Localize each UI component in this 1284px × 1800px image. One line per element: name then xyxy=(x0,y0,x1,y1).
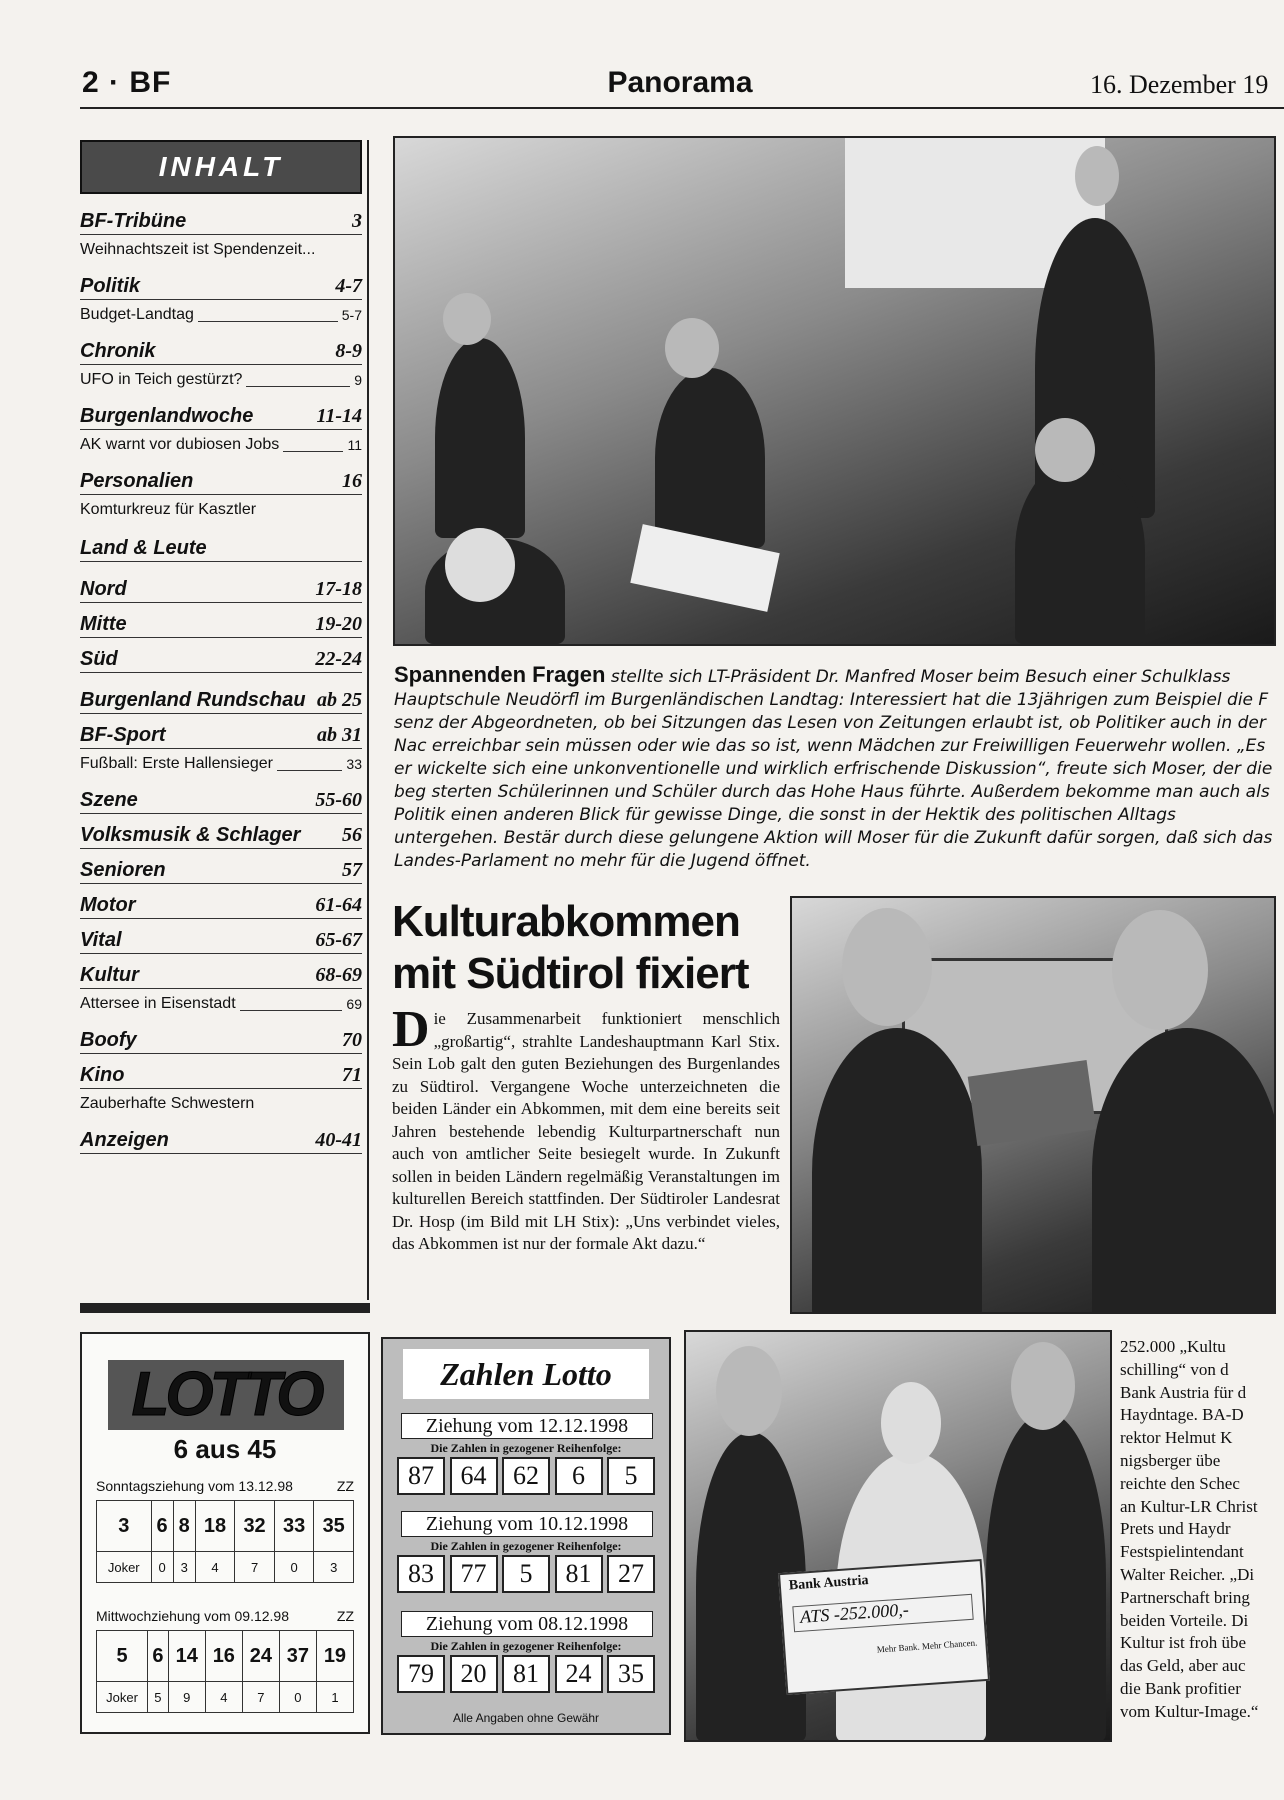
leader-line xyxy=(246,386,350,387)
toc-entry-heading xyxy=(80,208,362,235)
toc-entry-heading xyxy=(80,687,362,714)
toc-entry xyxy=(80,1062,362,1119)
zahlenlotto-numbers xyxy=(397,1655,655,1693)
sponsor-line: rektor Helmut K xyxy=(1120,1428,1233,1448)
toc-entry-pages: 22-24 xyxy=(315,648,362,670)
toc-subentry xyxy=(80,365,362,395)
sponsor-line: an Kultur-LR Christ xyxy=(1120,1496,1258,1516)
joker-digit: 3 xyxy=(173,1552,195,1583)
zahlenlotto-box xyxy=(381,1337,671,1735)
toc-entry-heading xyxy=(80,611,362,638)
toc-entry-heading xyxy=(80,857,362,884)
lotto-number: 33 xyxy=(274,1501,314,1552)
joker-digit: 4 xyxy=(205,1682,242,1713)
zahlenlotto-number: 79 xyxy=(397,1655,445,1693)
zahlenlotto-draw-date: Ziehung vom 12.12.1998 xyxy=(401,1413,653,1439)
zahlenlotto-number: 83 xyxy=(397,1555,445,1593)
toc-entry xyxy=(80,1127,362,1154)
toc-entry-title: Volksmusik & Schlager xyxy=(80,824,301,846)
toc-entry-title: Szene xyxy=(80,789,138,811)
joker-digit: 0 xyxy=(151,1552,173,1583)
toc-entry xyxy=(80,273,362,330)
header-rule xyxy=(80,107,1284,109)
order-label: Die Zahlen in gezogener Reihenfolge: xyxy=(430,1639,622,1653)
sponsor-line: vom Kultur-Image.“ xyxy=(1120,1701,1259,1721)
zahlenlotto-number: 87 xyxy=(397,1457,445,1495)
lotto-number: 6 xyxy=(151,1501,173,1552)
zahlenlotto-number: 35 xyxy=(607,1655,655,1693)
joker-digit: 3 xyxy=(314,1552,354,1583)
toc-entry xyxy=(80,208,362,265)
toc-entry-pages: 57 xyxy=(342,859,362,881)
lotto-box xyxy=(80,1332,370,1734)
toc-subentry-title: Zauberhafte Schwestern xyxy=(80,1095,255,1112)
toc-list xyxy=(80,208,362,1154)
toc-entry-title: Motor xyxy=(80,894,136,916)
toc-entry-heading xyxy=(80,1027,362,1054)
lotto-subtitle: 6 aus 45 xyxy=(173,1434,277,1464)
toc-subentry xyxy=(80,989,362,1019)
toc-entry-heading xyxy=(80,927,362,954)
leader-line xyxy=(283,451,343,452)
toc-entry-title: Kino xyxy=(80,1064,125,1086)
toc-entry-title: Land & Leute xyxy=(80,537,207,559)
toc-entry-title: BF-Tribüne xyxy=(80,210,187,232)
toc-subentry-page: 11 xyxy=(347,437,362,453)
lotto-number: 18 xyxy=(195,1501,235,1552)
lotto-number: 32 xyxy=(235,1501,275,1552)
toc-entry-pages: 71 xyxy=(342,1064,362,1086)
joker-digit: 0 xyxy=(274,1552,314,1583)
sponsor-line: beiden Vorteile. Di xyxy=(1120,1610,1249,1630)
toc-subentry xyxy=(80,430,362,460)
toc-entry xyxy=(80,962,362,1019)
toc-entry xyxy=(80,646,362,673)
toc-entry-title: Mitte xyxy=(80,613,127,635)
check-slogan: Mehr Bank. Mehr Chancen. xyxy=(876,1637,978,1655)
toc-entry-heading xyxy=(80,892,362,919)
toc-entry-title: Politik xyxy=(80,275,141,297)
toc-entry xyxy=(80,338,362,395)
order-label: Die Zahlen in gezogener Reihenfolge: xyxy=(430,1441,622,1455)
sponsor-line: Festspielintendant xyxy=(1120,1542,1244,1562)
toc-subentry-page: 33 xyxy=(346,756,362,772)
zahlenlotto-numbers xyxy=(397,1555,655,1593)
joker-digit: 7 xyxy=(242,1682,279,1713)
toc-entry-pages: 4-7 xyxy=(335,275,362,297)
toc-subentry-title: Budget-Landtag xyxy=(80,306,194,323)
order-label: Die Zahlen in gezogener Reihenfolge: xyxy=(430,1539,622,1553)
toc-subentry xyxy=(80,1089,362,1119)
leader-line xyxy=(240,1010,343,1011)
toc-entry-title: Chronik xyxy=(80,340,156,362)
toc-entry-heading xyxy=(80,1062,362,1089)
toc-entry xyxy=(80,576,362,603)
table-of-contents xyxy=(80,140,362,1154)
toc-entry-pages: 40-41 xyxy=(315,1129,362,1151)
toc-entry xyxy=(80,822,362,849)
joker-digit: 7 xyxy=(235,1552,275,1583)
sponsor-line: das Geld, aber auc xyxy=(1120,1656,1246,1676)
joker-digit: 9 xyxy=(168,1682,205,1713)
handshake-photo xyxy=(790,896,1276,1314)
sponsor-article xyxy=(1120,1336,1284,1724)
joker-label: Joker xyxy=(97,1552,152,1583)
zahlenlotto-logo: Zahlen Lotto xyxy=(403,1349,649,1399)
check-bank-name: Bank Austria xyxy=(788,1572,869,1594)
toc-subentry xyxy=(80,749,362,779)
zz-label: ZZ xyxy=(336,1608,354,1624)
toc-subentry xyxy=(80,495,362,525)
lotto-zusatzzahl: 35 xyxy=(314,1501,354,1552)
disclaimer: Alle Angaben ohne Gewähr xyxy=(452,1711,600,1725)
lotto-logo: LOTTO xyxy=(108,1360,344,1430)
toc-entry-heading xyxy=(80,576,362,603)
zahlenlotto-number: 64 xyxy=(450,1457,498,1495)
toc-entry-title: Burgenlandwoche xyxy=(80,405,254,427)
toc-entry-pages: 68-69 xyxy=(315,964,362,986)
toc-entry-pages: 8-9 xyxy=(335,340,362,362)
toc-entry-heading xyxy=(80,468,362,495)
toc-entry-heading xyxy=(80,962,362,989)
toc-entry xyxy=(80,611,362,638)
zahlenlotto-number: 81 xyxy=(502,1655,550,1693)
toc-subentry-title: Komturkreuz für Kasztler xyxy=(80,501,257,518)
joker-digit: 4 xyxy=(195,1552,235,1583)
toc-entry-title: Kultur xyxy=(80,964,139,986)
column-divider xyxy=(367,140,369,1300)
photo-caption xyxy=(394,662,1279,873)
joker-digit: 5 xyxy=(148,1682,169,1713)
toc-entry-title: Anzeigen xyxy=(80,1129,169,1151)
toc-entry-pages: 61-64 xyxy=(315,894,362,916)
sponsor-line: Kultur ist froh übe xyxy=(1120,1633,1247,1653)
zahlenlotto-numbers xyxy=(397,1457,655,1495)
toc-entry-pages: 16 xyxy=(342,470,362,492)
toc-entry-pages: 19-20 xyxy=(315,613,362,635)
zahlenlotto-number: 24 xyxy=(555,1655,603,1693)
sponsor-line: Partnerschaft bring xyxy=(1120,1587,1250,1607)
toc-entry-pages: 11-14 xyxy=(316,405,362,427)
toc-subentry-title: AK warnt vor dubiosen Jobs xyxy=(80,436,280,453)
toc-entry-pages: ab 25 xyxy=(317,689,362,711)
toc-entry-heading xyxy=(80,535,362,562)
zahlenlotto-number: 20 xyxy=(450,1655,498,1693)
toc-entry-heading xyxy=(80,646,362,673)
toc-entry-heading xyxy=(80,1127,362,1154)
toc-entry xyxy=(80,403,362,460)
lotto-number: 24 xyxy=(242,1631,279,1682)
toc-subentry xyxy=(80,300,362,330)
zahlenlotto-number: 5 xyxy=(502,1555,550,1593)
toc-entry-heading xyxy=(80,273,362,300)
toc-subentry-page: 5-7 xyxy=(341,307,362,323)
toc-entry-heading xyxy=(80,822,362,849)
leader-line xyxy=(277,770,342,771)
zahlenlotto-number: 27 xyxy=(607,1555,655,1593)
lotto-number: 8 xyxy=(173,1501,195,1552)
zz-label: ZZ xyxy=(336,1478,354,1494)
toc-entry xyxy=(80,1027,362,1054)
toc-entry-heading xyxy=(80,338,362,365)
toc-subentry-title: UFO in Teich gestürzt? xyxy=(80,371,243,388)
zahlenlotto-number: 6 xyxy=(555,1457,603,1495)
sponsor-line: die Bank profitier xyxy=(1120,1678,1241,1698)
zahlenlotto-number: 77 xyxy=(450,1555,498,1593)
lotto-results-table xyxy=(96,1630,354,1713)
zahlenlotto-draw-date: Ziehung vom 08.12.1998 xyxy=(401,1611,653,1637)
sponsor-line: Prets und Haydr xyxy=(1120,1519,1231,1539)
toc-subentry-title: Attersee in Eisenstadt xyxy=(80,995,236,1012)
zahlenlotto-number: 81 xyxy=(555,1555,603,1593)
sponsor-line: nigsberger übe xyxy=(1120,1450,1221,1470)
toc-entry xyxy=(80,468,362,525)
lotto-number: 5 xyxy=(97,1631,148,1682)
headline-line-2: mit Südtirol fixiert xyxy=(392,949,749,998)
lotto-number: 37 xyxy=(279,1631,316,1682)
toc-entry-pages: 3 xyxy=(352,210,362,232)
toc-entry-title: Senioren xyxy=(80,859,166,881)
sponsor-line: schilling“ von d xyxy=(1120,1359,1229,1379)
lotto-draw-date xyxy=(96,1608,354,1624)
toc-entry-heading xyxy=(80,787,362,814)
toc-entry-title: Nord xyxy=(80,578,127,600)
toc-entry-heading xyxy=(80,722,362,749)
lotto-number: 14 xyxy=(168,1631,205,1682)
toc-entry-title: Burgenland Rundschau xyxy=(80,689,306,711)
drop-cap: D xyxy=(392,1001,430,1058)
section-title: Panorama xyxy=(607,66,753,99)
toc-entry xyxy=(80,787,362,814)
toc-entry-heading xyxy=(80,403,362,430)
lotto-zusatzzahl: 19 xyxy=(316,1631,353,1682)
toc-subentry-title: Fußball: Erste Hallensieger xyxy=(80,755,273,772)
page-number-label: 2 · BF xyxy=(82,66,172,99)
toc-bottom-bar xyxy=(80,1303,370,1313)
toc-subentry-page: 9 xyxy=(354,372,362,388)
toc-entry-title: Boofy xyxy=(80,1029,137,1051)
sponsor-line: reichte den Schec xyxy=(1120,1473,1240,1493)
toc-entry-pages: ab 31 xyxy=(317,724,362,746)
toc-entry-pages: 55-60 xyxy=(315,789,362,811)
zahlenlotto-number: 5 xyxy=(607,1457,655,1495)
caption-text: stellte sich LT-Präsident Dr. Manfred Moser beim Besuch einer Schulklass Hauptschule Neudörfl im Burgenländischen Landtag: Interessiert hat die 13jährigen zum Beispiel die F senz der Abgeordneten, ob bei Sitzungen das Lesen von Zeitungen erlaubt ist, ob Politiker auch in der Nac erreichbar sein müssen oder wie das so ist, wenn Mädchen zur Freiwilligen Feuerwehr wollen. „Es er wickelte sich eine unkonventionelle und wirklich erfrischende Diskussion“, freute sich Moser, der die beg sterten Schülerinnen und Schüler durch das Hohe Haus führte. Außerdem bekomme man auch als Politik einen anderen Blick für gewisse Dinge, die sonst in der Hektik des politischen Alltags untergehen. Bestär durch diese gelungene Aktion will Moser für die Zukunft dafür sorgen, daß sich das Landes-Parlament no mehr für die Jugend öffnet. xyxy=(394,667,1273,871)
lotto-number: 3 xyxy=(97,1501,152,1552)
caption-lead: Spannenden Fragen xyxy=(394,662,606,687)
joker-digit: 1 xyxy=(316,1682,353,1713)
toc-entry-pages: 56 xyxy=(342,824,362,846)
toc-entry xyxy=(80,722,362,779)
toc-entry xyxy=(80,927,362,954)
toc-subentry xyxy=(80,235,362,265)
check-amount: ATS -252.000,- xyxy=(792,1594,973,1632)
toc-entry-title: BF-Sport xyxy=(80,724,166,746)
toc-entry xyxy=(80,687,362,714)
headline-line-1: Kulturabkommen xyxy=(392,897,740,946)
joker-digit: 0 xyxy=(279,1682,316,1713)
draw-date-label: Sonntagsziehung vom 13.12.98 xyxy=(96,1478,293,1494)
toc-subentry-page: 69 xyxy=(346,996,362,1012)
zahlenlotto-draw-date: Ziehung vom 10.12.1998 xyxy=(401,1511,653,1537)
lotto-results-table xyxy=(96,1500,354,1583)
draw-date-label: Mittwochziehung vom 09.12.98 xyxy=(96,1608,289,1624)
toc-entry xyxy=(80,535,362,562)
article-body xyxy=(392,1001,780,1256)
article-text: ie Zusammenarbeit funktioniert menschlich „großartig“, strahlte Landeshauptmann Karl Stix. Sein Lob galt den guten Beziehungen des Burgenlandes zu Südtirol. Vergangene Woche unterzeichneten die beiden Länder ein Abkommen, mit dem eine bereits seit Jahren bestehende lebendig Kulturpartnerschaft nun auch von amtlicher Seite besiegelt wurde. In Zukunft sollen in beiden Ländern regelmäßig Veranstaltungen im kulturellen Bereich stattfinden. Der Südtiroler Landesrat Dr. Hosp (im Bild mit LH Stix): „Uns verbindet vieles, das Abkommen ist nur der formale Akt dazu.“ xyxy=(392,1009,780,1253)
sponsor-line: Bank Austria für d xyxy=(1120,1382,1247,1402)
toc-entry xyxy=(80,857,362,884)
toc-entry-pages: 17-18 xyxy=(315,578,362,600)
toc-title: INHALT xyxy=(80,140,362,194)
lotto-number: 16 xyxy=(205,1631,242,1682)
sponsor-line: 252.000 „Kultu xyxy=(1120,1337,1226,1356)
toc-entry-title: Vital xyxy=(80,929,122,951)
toc-entry-pages: 70 xyxy=(342,1029,362,1051)
lotto-number: 6 xyxy=(148,1631,169,1682)
toc-entry xyxy=(80,892,362,919)
toc-entry-title: Süd xyxy=(80,648,118,670)
check-presentation-photo xyxy=(684,1330,1112,1742)
toc-entry-title: Personalien xyxy=(80,470,194,492)
zahlenlotto-number: 62 xyxy=(502,1457,550,1495)
leader-line xyxy=(198,321,338,322)
lotto-draw-date xyxy=(96,1478,354,1494)
article-headline xyxy=(392,896,762,1000)
joker-label: Joker xyxy=(97,1682,148,1713)
classroom-photo xyxy=(393,136,1276,646)
toc-subentry-title: Weihnachtszeit ist Spendenzeit... xyxy=(80,241,316,258)
issue-date: 16. Dezember 19 xyxy=(1090,70,1269,99)
sponsor-line: Haydntage. BA-D xyxy=(1120,1405,1244,1425)
sponsor-line: Walter Reicher. „Di xyxy=(1120,1564,1255,1584)
toc-entry-pages: 65-67 xyxy=(315,929,362,951)
